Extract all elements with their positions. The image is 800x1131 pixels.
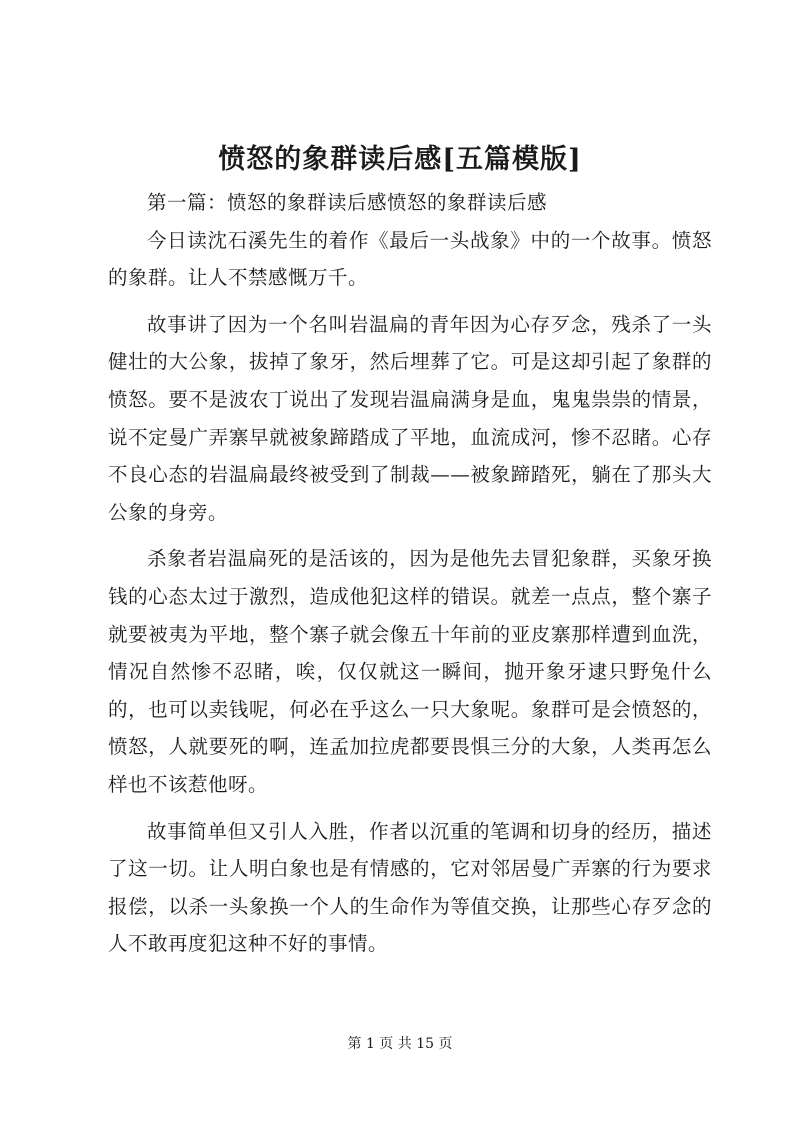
paragraph: 故事讲了因为一个名叫岩温扁的青年因为心存歹念，残杀了一头健壮的大公象，拔掉了象牙，然后埋葬了它。可是这却引起了象群的愤怒。要不是波农丁说出了发现岩温扁满身是血，鬼鬼祟祟的情景，说不定曼广弄寨早就被象蹄踏成了平地，血流成河，惨不忍睹。心存不良心态的岩温扁最终被受到了制裁——被象蹄踏死，躺在了那头大公象的身旁。: [108, 312, 712, 524]
paragraph: 故事简单但又引人入胜，作者以沉重的笔调和切身的经历，描述了这一切。让人明白象也是有情感的，它对邻居曼广弄寨的行为要求报偿，以杀一头象换一个人的生命作为等值交换，让那些心存歹念的人不敢再度犯这种不好的事情。: [108, 819, 712, 956]
paragraph: 今日读沈石溪先生的着作《最后一头战象》中的一个故事。愤怒的象群。让人不禁感慨万千。: [108, 228, 712, 290]
document-title: 愤怒的象群读后感[五篇模版]: [218, 144, 582, 175]
page-footer: 第 1 页 共 15 页: [347, 1036, 453, 1052]
paragraph: 杀象者岩温扁死的是活该的，因为是他先去冒犯象群，买象牙换钱的心态太过于激烈，造成他犯这样的错误。就差一点点，整个寨子就要被夷为平地，整个寨子就会像五十年前的亚皮寨那样遭到血洗，情况自然惨不忍睹，唉，仅仅就这一瞬间，抛开象牙逮只野兔什么的，也可以卖钱呢，何必在乎这么一只大象呢。象群可是会愤怒的，愤怒，人就要死的啊，连孟加拉虎都要畏惧三分的大象，人类再怎么样也不该惹他呀。: [108, 547, 712, 796]
document-body: [108, 184, 712, 963]
section-heading: 第一篇：愤怒的象群读后感愤怒的象群读后感: [147, 191, 548, 214]
